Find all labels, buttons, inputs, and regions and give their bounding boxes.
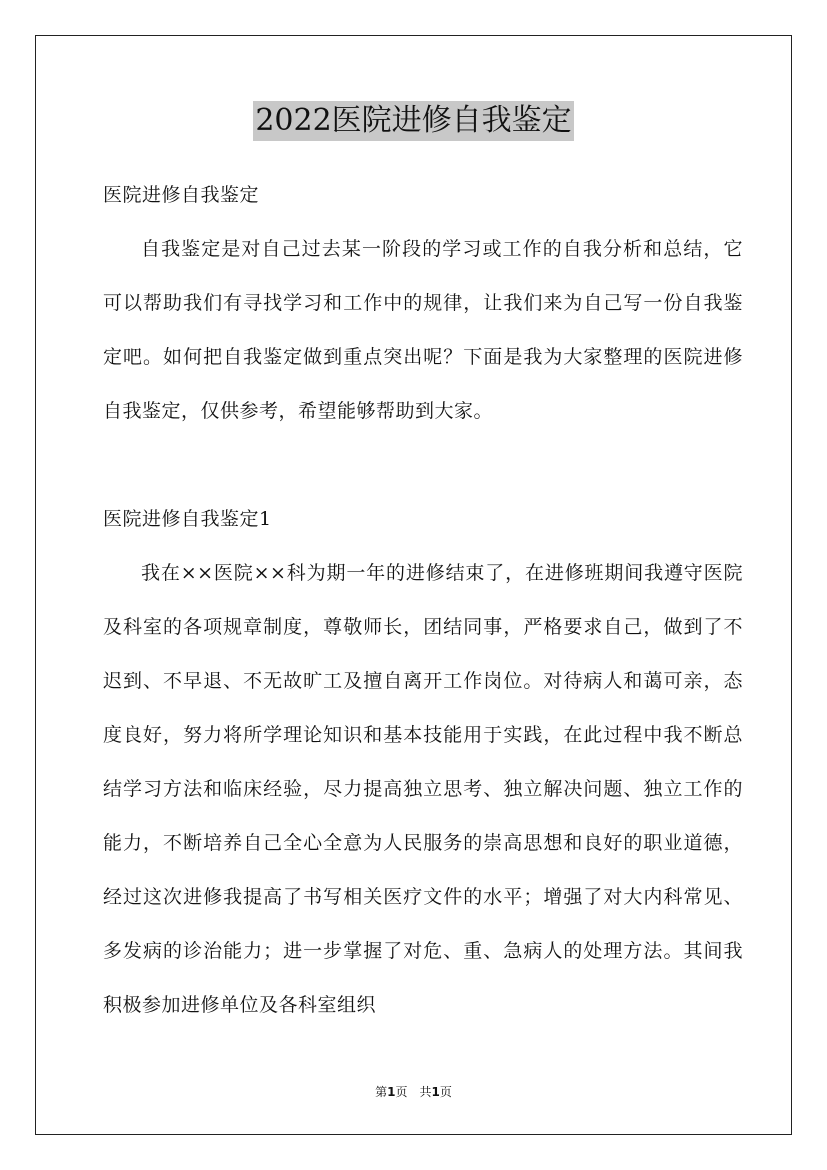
footer-page-prefix: 第 <box>375 1085 388 1099</box>
intro-heading: 医院进修自我鉴定 <box>103 184 260 206</box>
intro-paragraph: 自我鉴定是对自己过去某一阶段的学习或工作的自我分析和总结，它可以帮助我们有寻找学习和工作中的规律，让我们来为自己写一份自我鉴定吧。如何把自我鉴定做到重点突出呢？下面是我为大家整理的医院进修自我鉴定，仅供参考，希望能够帮助到大家。 <box>103 238 743 422</box>
document-body <box>103 168 743 1032</box>
footer-page-mid: 页 共 <box>395 1085 432 1099</box>
footer-page-total: 1 <box>431 1085 440 1099</box>
footer-page-current: 1 <box>387 1085 396 1099</box>
page-footer <box>0 1083 827 1100</box>
footer-page-suffix: 页 <box>439 1085 452 1099</box>
section1-paragraph: 我在××医院××科为期一年的进修结束了，在进修班期间我遵守医院及科室的各项规章制度，尊敬师长，团结同事，严格要求自己，做到了不迟到、不早退、不无故旷工及擅自离开工作岗位。对待病人和蔼可亲，态度良好，努力将所学理论知识和基本技能用于实践，在此过程中我不断总结学习方法和临床经验，尽力提高独立思考、独立解决问题、独立工作的能力，不断培养自己全心全意为人民服务的崇高思想和良好的职业道德，经过这次进修我提高了书写相关医疗文件的水平；增强了对大内科常见、多发病的诊治能力；进一步掌握了对危、重、急病人的处理方法。其间我积极参加进修单位及各科室组织 <box>103 562 743 1016</box>
title-wrap <box>0 101 827 141</box>
section-gap <box>103 438 743 492</box>
section1-heading: 医院进修自我鉴定1 <box>103 508 272 530</box>
document-title: 2022医院进修自我鉴定 <box>253 101 573 141</box>
